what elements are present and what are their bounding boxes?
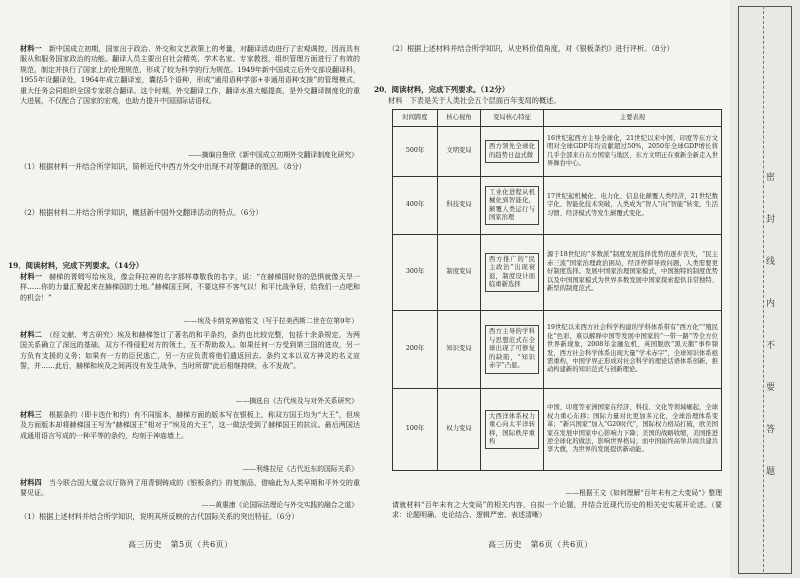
- seal-char: 答: [766, 425, 776, 435]
- row-core: 大西洋体系权力重心向太平洋转移，国际秩序重构: [485, 410, 539, 450]
- material-19-3: [20, 410, 360, 462]
- row-core: 西方领先全球化的趋势日益式微: [485, 140, 539, 163]
- material-19-2-label: 材料二: [20, 330, 43, 339]
- th-summary: 主要表现: [544, 110, 722, 127]
- question-1: （1）根据材料一并结合所学知识，简析近代中西方外交中出现不对等翻译的原因。（8分）: [20, 162, 306, 171]
- right-page-footer: 高三历史 第6页（共6页）: [488, 540, 593, 549]
- material-20-intro: 材料 下表是关于人类社会五个层面百年变局的概述。: [388, 96, 561, 105]
- seal-char: 不: [766, 341, 776, 351]
- row-span: 100年: [393, 389, 438, 471]
- left-page-footer: 高三历史 第5页（共6页）: [128, 540, 233, 549]
- material-1-text: 新中国成立初期，国家出于政治、外交和文艺政策上的考量，对翻译活动进行了宏观调控，因而具有服从和服务国家政治的功能。翻译人员主要出自社会精英、学术名家、专家教授，组织管理方面进行了有效的规范，制定并执行了国家上的伦理规范，形成了较为科学的行为规范。1949年新中国成立后外交部设翻译科，1955年设翻译处，1964年成立翻译室，囊括5个语种，形成“通用语种学部+非通用语种支援”的管理模式，重大任务会同组织全国专家联合翻译。这个时期，外交翻译工作，翻译水准大幅提高，是外交翻译制度化的重大进展，不仅配合了国家的宏观，也助力提升中国国际话语权。: [20, 45, 360, 106]
- binding-strip: [730, 0, 800, 578]
- row-core: 西方推广的“民主政治”出现衰退，制度设计面临重新选择: [485, 253, 539, 293]
- material-1-label: 材料一: [20, 44, 42, 53]
- material-19-3-source: ——利维拉尼《古代近东的国际关系》: [242, 465, 358, 473]
- row-view: 知识变局: [438, 311, 481, 389]
- material-19-1: [20, 272, 360, 314]
- row-span: 200年: [393, 311, 438, 389]
- row-span: 500年: [393, 127, 438, 177]
- question-2: （2）根据材料二并结合所学知识，概括新中国外交翻译活动的特点。（6分）: [20, 208, 263, 217]
- seal-char: 线: [766, 257, 776, 267]
- seal-char: 要: [766, 383, 776, 393]
- row-view: 权力变局: [438, 389, 481, 471]
- great-changes-table: [392, 109, 722, 471]
- material-19-2-text: （经文献、考古研究）埃及和赫梯签订了著名的和平条约，条约也比较完整，包括十余条规定，为两国关系确立了深远的基础，双方不得侵犯对方的领土，互不帮助敌人。如果任何一方受到第三国的进攻，另一方负有支援的义务；如果有一方的臣民逃亡，另一方应负责将他们遣返回去。条约文本以双方神灵的名义宣誓，并……此后，赫梯和埃及之间再没有发生战争，当时所谓“此后相继持续，永不发战”。: [20, 331, 360, 371]
- question-19-1: （1）根据上述材料并结合所学知识，说明其所反映的古代国际关系的突出特征。（6分）: [20, 512, 299, 521]
- seal-char: 密: [766, 173, 776, 183]
- seal-char: 封: [766, 215, 776, 225]
- row-core: 工业化进程从机械化到智能化，颠覆人类运行与国家治理: [485, 186, 539, 226]
- material-19-4: [20, 478, 360, 499]
- th-view: 核心视角: [438, 110, 481, 127]
- row-view: 制度变局: [438, 235, 481, 311]
- row-view: 文明变局: [438, 127, 481, 177]
- row-summary: 中国、印度等亚洲国家在经济、科技、文化等领域崛起，全球权力重心东移；国际力量对比更加多元化，全球治理体系变革；“新兴国家”加入“G20时代”，国际权力格局打破，欧美国家在发展中国家中心影响力下降；美国的战略收缩，美国推进逆全球化的做法，影响世界格局；而中国始终高举共商共建共享大旗，为世界的发展提供新动能。: [544, 389, 722, 471]
- row-core: 西方主导的学科与思想范式在全球出现了可修复的缺陷，“知识赤字”凸显。: [485, 325, 539, 373]
- question-20-task: 请就材料“百年未有之大变局”的相关内容，自拟一个论题，并结合近现代历史的相关史实展开论述。（要求：论题明确、史论结合、逻辑严密、表述清晰）: [392, 501, 722, 520]
- row-span: 400年: [393, 177, 438, 235]
- material-19-4-text: 当今联合国大厦会议厅陈列了用青铜铸成的《银板条约》的复制品，借喻此为人类早期和平外交的重要见证。: [20, 479, 360, 498]
- seal-char: 内: [766, 299, 776, 309]
- binding-frame: [738, 6, 792, 574]
- row-span: 300年: [393, 235, 438, 311]
- table-header-row: [393, 110, 722, 127]
- row-summary: 19世纪以来西方社会科学构建的学科体系带有“西方化”“殖民化”色彩，难以解释中国等发展中国家的“一带一路”等全方位世界新现象，2008年金融危机、英国脱欧“黑天鹅”事件频发，西方社会科学体系出现大量“学术赤字”，全球知识体系亟需重构，中国学界正形成对社会科学的理论话语体系创新，推动构建新的知识范式与创新理论。: [544, 311, 722, 389]
- material-19-3-text: 根据条约（即卡迭什和约）有不同版本，赫梯方面的版本写在银板上，称双方国王均为“大王”，但埃及方面版本却将赫梯国王写为“赫梯国王”相对于“埃及的大王”，这一做法受到了赫梯国王的抗议。最后两国达成通用语言写成的一种平等的条约，均刻于神庙墙上。: [20, 411, 360, 440]
- question-20-title: 20．阅读材料，完成下列要求。（12分）: [374, 85, 510, 94]
- question-19-title: 19．阅读材料，完成下列要求。（14分）: [8, 261, 144, 270]
- seal-line: [763, 6, 764, 572]
- th-span: 时间跨度: [393, 110, 438, 127]
- row-summary: 源于18世纪的“多数派”制度发展选择优势的逐步丧失，“民主赤三流”国家治理政治困局，经济停滞导致问题，人类需要更好制度选择。发展中国家治理国家模式，中国独特的制度优势以及中国国家模式为世界多数发展中国家探索提供非常独特、新型的制度范式。: [544, 235, 722, 311]
- material-19-2: [20, 330, 360, 394]
- material-19-2-source: ——摘选自《古代埃及与对外关系研究》: [235, 397, 358, 405]
- table-row: [393, 127, 722, 177]
- table-source: ——根据王文《如何理解“百年未有之大变局”》整理: [565, 489, 722, 497]
- table-row: [393, 177, 722, 235]
- row-view: 科技变局: [438, 177, 481, 235]
- material-19-4-label: 材料四: [20, 478, 42, 487]
- row-summary: 17世纪起机械化、电力化、信息化颠覆人类经济，21世纪数字化、智能化技术突破，人类成为“智人”向“智能”转变，生活习惯、经济模式等发生颠覆式变化。: [544, 177, 722, 235]
- question-19-2: （2）根据上述材料并结合所学知识，从史料价值角度，对《银板条约》进行评析。（8分）: [388, 44, 674, 53]
- table-row: [393, 311, 722, 389]
- material-1: [20, 44, 360, 148]
- material-19-4-source: ——黄惠康《论国际法理论与外交实践的融合之道》: [201, 501, 358, 509]
- seal-char: 题: [766, 467, 776, 477]
- material-1-source: ——摘编自鲁欣《新中国成立初期外交翻译制度化研究》: [188, 151, 358, 159]
- material-19-1-text: 赫梯的胥姆写给埃及，像会拜拉神的名字那样尊敬我的名字，说：“在赫梯国时你的恐惧就像天旱一样……你的力量汇聚起来在赫梯国的土地。”赫梯国王阿，不要这样不客气以！和平比战争好，给我们一点吧和的机会！”: [20, 273, 360, 302]
- material-19-1-source: ——埃及卡纳克神庙铭文（写于拉美西斯二世在位第9年）: [183, 317, 358, 325]
- table-row: [393, 389, 722, 471]
- table-row: [393, 235, 722, 311]
- material-19-3-label: 材料三: [20, 410, 42, 419]
- material-19-1-label: 材料一: [20, 272, 42, 281]
- row-summary: 16世纪起西方主导全球化，21世纪以来中国、印度等东方文明对全球GDP年均贡献超过50%，2050年全球GDP增长将几乎全部来自东方国家与地区，东方文明正在重新全新走入世界舞台中心。: [544, 127, 722, 177]
- th-core: 变局核心特征: [481, 110, 544, 127]
